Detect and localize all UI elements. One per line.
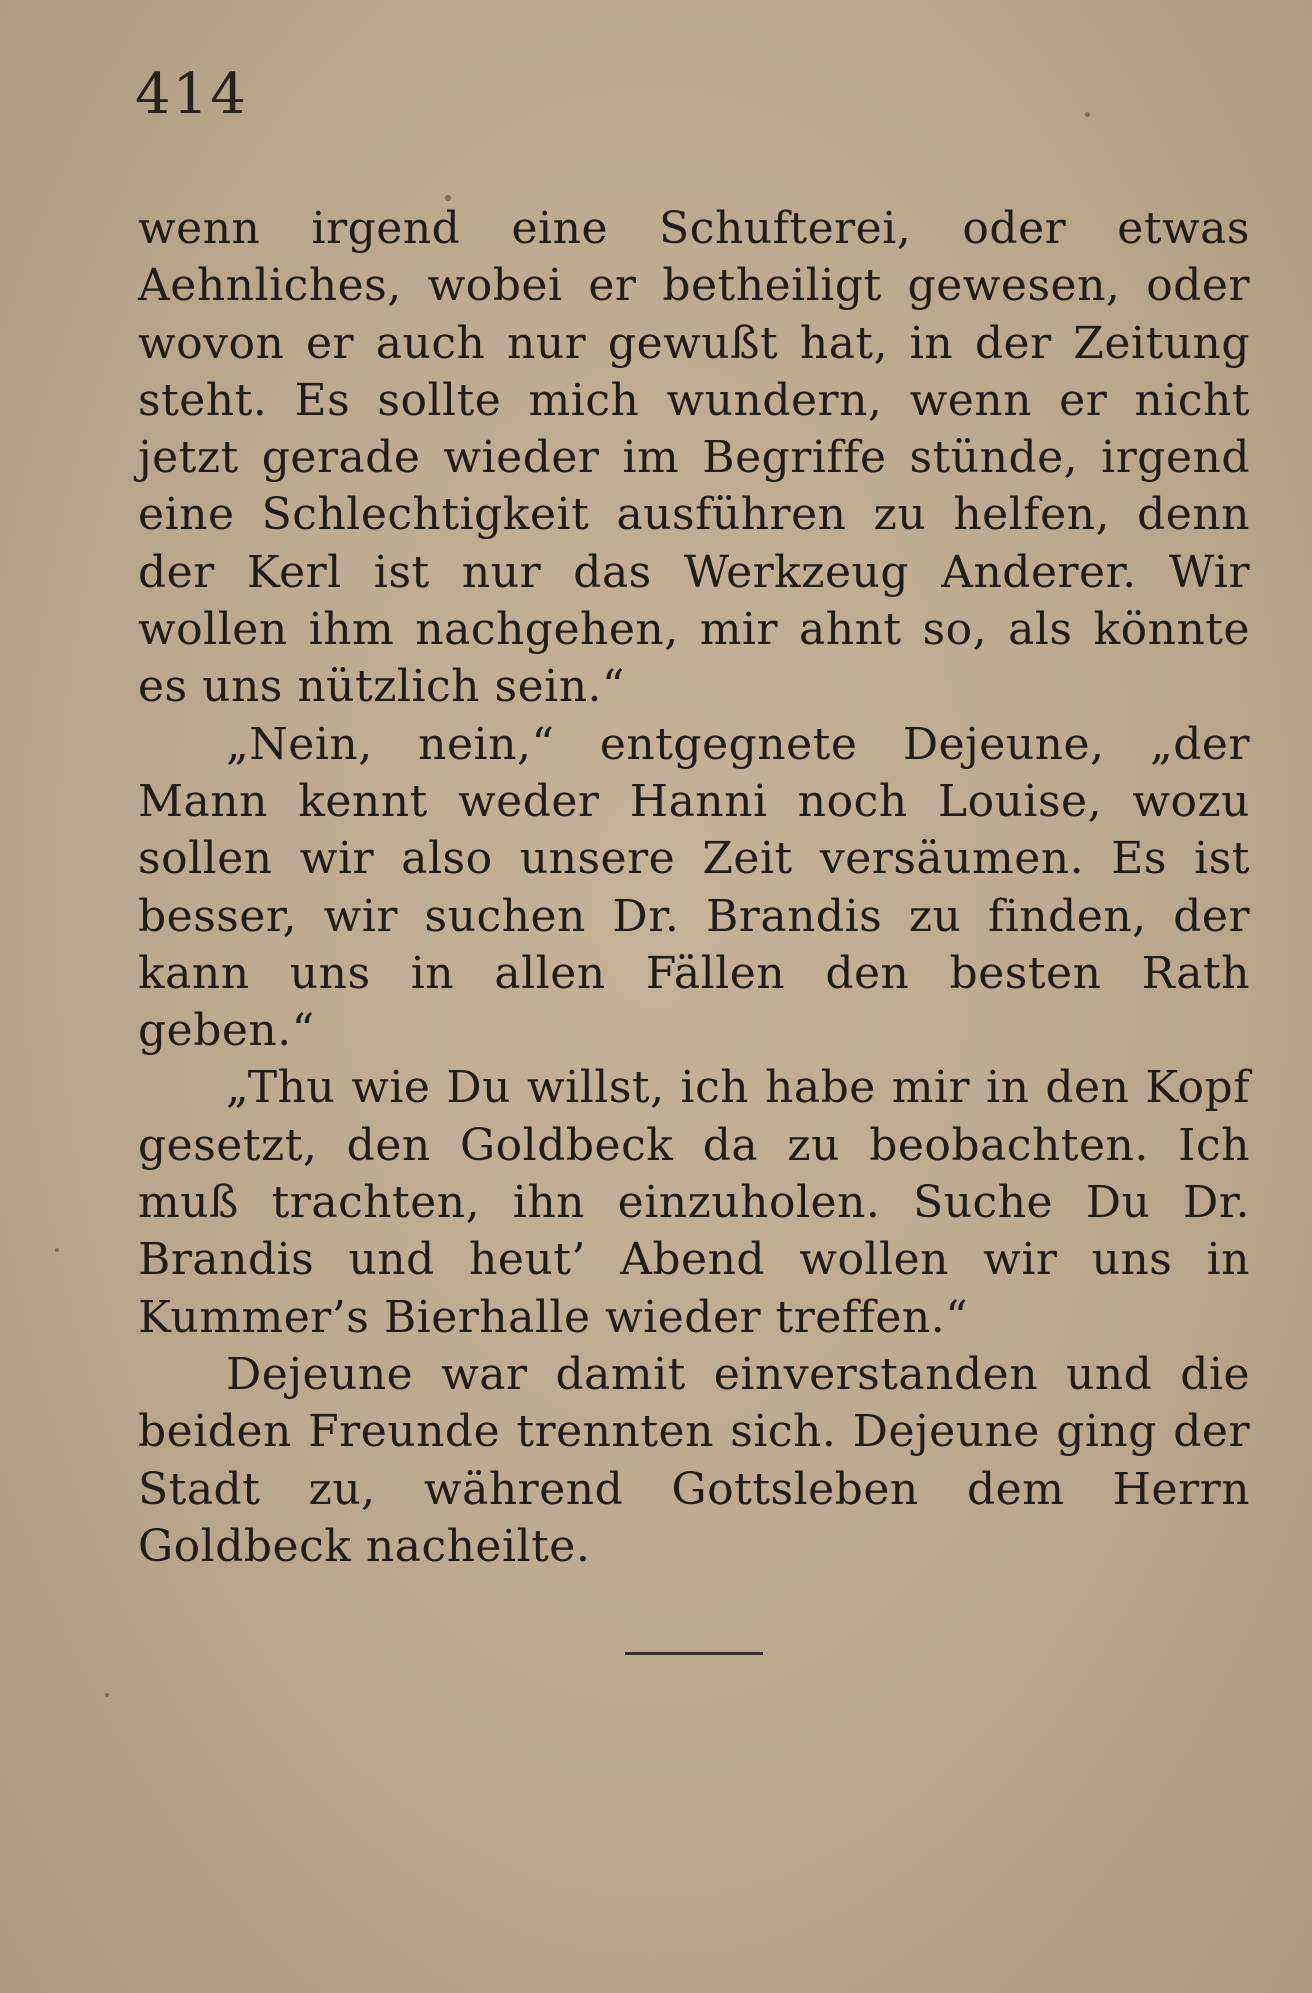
paper-speck (1085, 112, 1090, 117)
page-number: 414 (135, 62, 248, 127)
section-divider (625, 1652, 763, 1655)
body-text (138, 200, 1250, 1575)
paragraph-3: „Thu wie Du willst, ich habe mir in den Kopf gesetzt, den Goldbeck da zu beobachten. Ich muß trachten, ihn einzuholen. Suche Du Dr. Brandis und heut’ Abend wollen wir uns in Kummer’s Bierhalle wieder treffen.“ (138, 1062, 1250, 1343)
paper-speck (55, 1248, 59, 1252)
paragraph-1: wenn irgend eine Schufterei, oder etwas Aehnliches, wobei er betheiligt gewesen, oder wovon er auch nur gewußt hat, in der Zeitung steht. Es sollte mich wundern, wenn er nicht jetzt gerade wieder im Begriffe stünde, irgend eine Schlechtigkeit ausführen zu helfen, denn der Kerl ist nur das Werkzeug Anderer. Wir wollen ihm nachgehen, mir ahnt so, als könnte es uns nützlich sein.“ (138, 203, 1250, 713)
paper-speck (105, 1693, 109, 1697)
paragraph-4: Dejeune war damit einverstanden und die beiden Freunde trennten sich. Dejeune ging der Stadt zu, während Gottsleben dem Herrn Goldbeck nacheilte. (138, 1348, 1250, 1572)
paragraph-2: „Nein, nein,“ entgegnete Dejeune, „der Mann kennt weder Hanni noch Louise, wozu sollen wir also unsere Zeit versäumen. Es ist besser, wir suchen Dr. Brandis zu finden, der kann uns in allen Fällen den besten Rath geben.“ (138, 718, 1250, 1057)
paper-speck (445, 195, 451, 201)
